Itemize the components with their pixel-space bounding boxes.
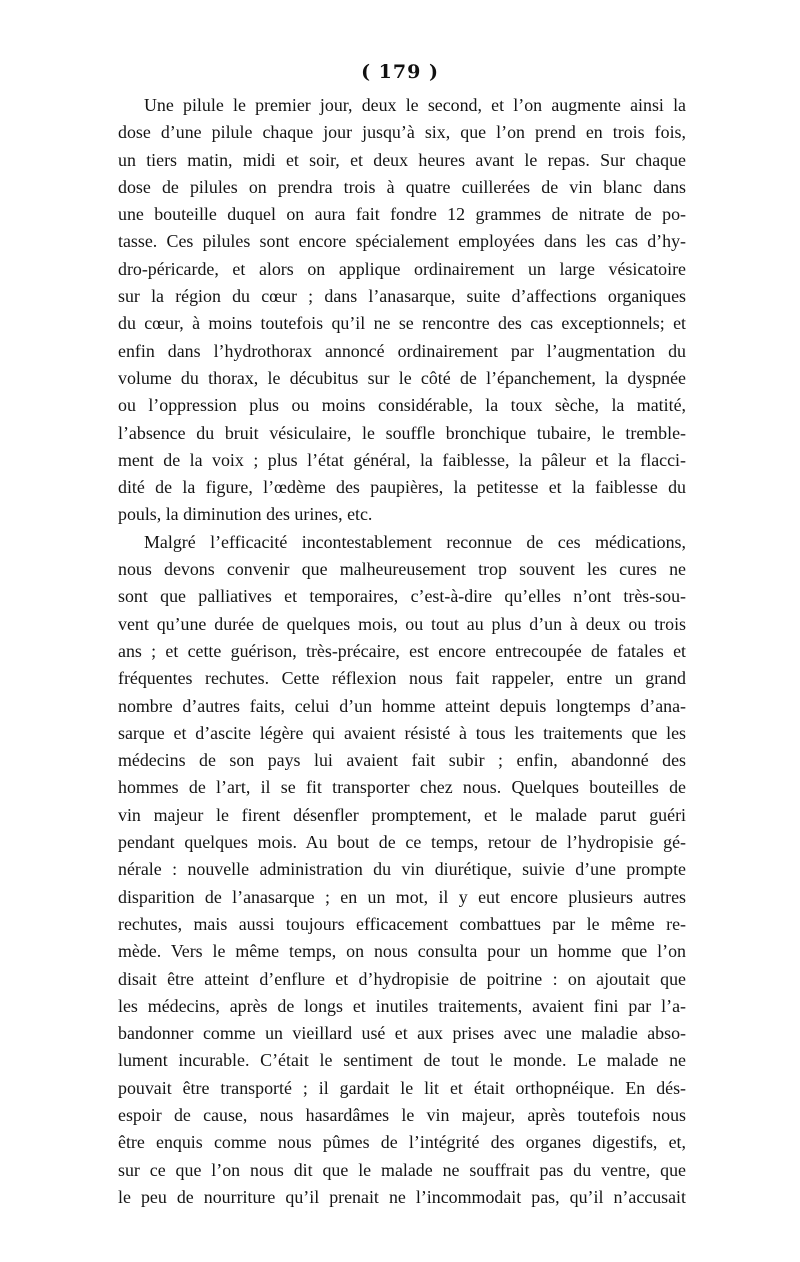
text-line: ans ; et cette guérison, très-précaire, est encore entrecoupée de fatales et: [118, 640, 686, 661]
text-line: Une pilule le premier jour, deux le second, et l’on augmente ainsi la: [144, 95, 686, 115]
text-line: volume du thorax, le décubitus sur le côté de l’épanchement, la dyspnée: [118, 367, 686, 388]
text-line: les médecins, après de longs et inutiles traitements, avaient fini par l’a-: [118, 995, 686, 1016]
text-line: pouls, la diminution des urines, etc.: [118, 504, 373, 525]
text-line: être enquis comme nous pûmes de l’intégrité des organes digestifs, et,: [118, 1132, 686, 1153]
text-line: fréquentes rechutes. Cette réflexion nous fait rappeler, entre un grand: [118, 668, 686, 689]
text-line: disait être atteint d’enflure et d’hydropisie de poitrine : on ajoutait que: [118, 968, 686, 989]
text-line: ou l’oppression plus ou moins considérable, la toux sèche, la matité,: [118, 395, 686, 416]
text-line: enfin dans l’hydrothorax annoncé ordinairement par l’augmentation du: [118, 340, 686, 361]
text-line: le peu de nourriture qu’il prenait ne l’incommodait pas, qu’il n’accusait: [118, 1186, 686, 1207]
text-line: dité de la figure, l’œdème des paupières, la petitesse et la faiblesse du: [118, 477, 686, 498]
text-line: hommes de l’art, il se fit transporter chez nous. Quelques bouteilles de: [118, 777, 686, 798]
text-line: l’absence du bruit vésiculaire, le souffle bronchique tubaire, le tremble-: [118, 422, 686, 443]
text-line: pendant quelques mois. Au bout de ce temps, retour de l’hydropisie gé-: [118, 832, 686, 853]
text-line: sur la région du cœur ; dans l’anasarque, suite d’affections organiques: [118, 286, 686, 307]
text-line: nous devons convenir que malheureusement trop souvent les cures ne: [118, 559, 686, 580]
text-line: sont que palliatives et temporaires, c’est-à-dire qu’elles n’ont très-sou-: [118, 586, 686, 607]
text-line: une bouteille duquel on aura fait fondre 12 grammes de nitrate de po-: [118, 204, 686, 225]
text-line: du cœur, à moins toutefois qu’il ne se rencontre des cas exceptionnels; et: [118, 313, 686, 334]
text-line: rechutes, mais aussi toujours efficacement combattues par le même re-: [118, 913, 686, 934]
text-line: ment de la voix ; plus l’état général, la faiblesse, la pâleur et la flacci-: [118, 449, 686, 470]
text-line: pouvait être transporté ; il gardait le lit et était orthopnéique. En dés-: [118, 1077, 686, 1098]
body-text: [118, 92, 686, 1211]
text-line: disparition de l’anasarque ; en un mot, il y eut encore plusieurs autres: [118, 886, 686, 907]
text-line: dose de pilules on prendra trois à quatre cuillerées de vin blanc dans: [118, 176, 686, 197]
text-line: dose d’une pilule chaque jour jusqu’à six, que l’on prend en trois fois,: [118, 122, 686, 143]
text-line: espoir de cause, nous hasardâmes le vin majeur, après toutefois nous: [118, 1104, 686, 1125]
text-line: sur ce que l’on nous dit que le malade ne souffrait pas du ventre, que: [118, 1159, 686, 1180]
text-line: sarque et d’ascite légère qui avaient résisté à tous les traitements que les: [118, 722, 686, 743]
text-line: vin majeur le firent désenfler promptement, et le malade parut guéri: [118, 804, 686, 825]
text-line: nérale : nouvelle administration du vin diurétique, suivie d’une prompte: [118, 859, 686, 880]
page-number: ( 179 ): [361, 61, 439, 83]
text-line: tasse. Ces pilules sont encore spécialement employées dans les cas d’hy-: [118, 231, 686, 252]
text-line: vent qu’une durée de quelques mois, ou tout au plus d’un à deux ou trois: [118, 613, 686, 634]
text-line: dro-péricarde, et alors on applique ordinairement un large vésicatoire: [118, 258, 686, 279]
text-line: un tiers matin, midi et soir, et deux heures avant le repas. Sur chaque: [118, 149, 686, 170]
text-line: nombre d’autres faits, celui d’un homme atteint depuis longtemps d’ana-: [118, 695, 686, 716]
text-line: bandonner comme un vieillard usé et aux prises avec une maladie abso-: [118, 1023, 686, 1044]
text-line: médecins de son pays lui avaient fait subir ; enfin, abandonné des: [118, 750, 686, 771]
text-line: lument incurable. C’était le sentiment de tout le monde. Le malade ne: [118, 1050, 686, 1071]
text-line: mède. Vers le même temps, on nous consulta pour un homme que l’on: [118, 941, 686, 962]
text-line: Malgré l’efficacité incontestablement reconnue de ces médications,: [144, 531, 686, 552]
